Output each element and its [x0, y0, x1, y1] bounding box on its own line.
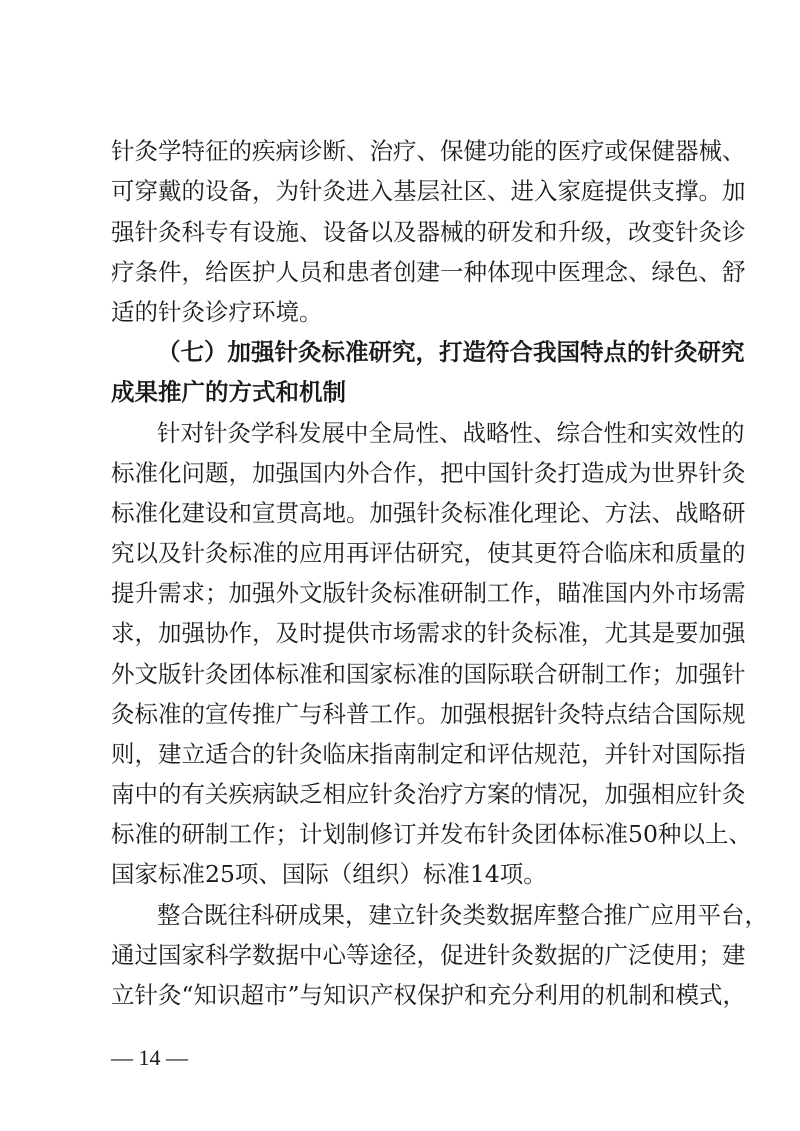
text-line-20: 整合既往科研成果，建立针灸类数据库整合推广应用平台，	[157, 901, 768, 929]
text-line-1: 针灸学特征的疾病诊断、治疗、保健功能的医疗或保健器械、	[111, 137, 746, 165]
text-line-19: 国家标准25项、国际（组织）标准14项。	[111, 860, 547, 888]
text-line-5: 适的针灸诊疗环境。	[111, 298, 323, 326]
text-line-21: 通过国家科学数据中心等途径，促进针灸数据的广泛使用；建	[111, 941, 746, 969]
text-line-10: 标准化建设和宣贯高地。加强针灸标准化理论、方法、战略研	[111, 499, 746, 527]
section-heading-line-2: 成果推广的方式和机制	[111, 378, 346, 406]
section-heading-line-1: （七）加强针灸标准研究，打造符合我国特点的针灸研究	[157, 338, 745, 366]
text-line-13: 求，加强协作，及时提供市场需求的针灸标准，尤其是要加强	[111, 619, 746, 647]
text-line-2: 可穿戴的设备，为针灸进入基层社区、进入家庭提供支撑。加	[111, 177, 746, 205]
text-line-9: 标准化问题，加强国内外合作，把中国针灸打造成为世界针灸	[111, 459, 746, 487]
text-line-18: 标准的研制工作；计划制修订并发布针灸团体标准50种以上、	[111, 820, 752, 848]
text-line-12: 提升需求；加强外文版针灸标准研制工作，瞄准国内外市场需	[111, 579, 746, 607]
text-line-14: 外文版针灸团体标准和国家标准的国际联合研制工作；加强针	[111, 660, 746, 688]
page-number: — 14 —	[111, 1045, 188, 1070]
text-line-16: 则，建立适合的针灸临床指南制定和评估规范，并针对国际指	[111, 740, 746, 768]
text-line-3: 强针灸科专有设施、设备以及器械的研发和升级，改变针灸诊	[111, 218, 746, 246]
text-line-4: 疗条件，给医护人员和患者创建一种体现中医理念、绿色、舒	[111, 258, 746, 286]
text-line-15: 灸标准的宣传推广与科普工作。加强根据针灸特点结合国际规	[111, 700, 746, 728]
text-line-8: 针对针灸学科发展中全局性、战略性、综合性和实效性的	[157, 419, 745, 447]
text-line-22: 立针灸“知识超市”与知识产权保护和充分利用的机制和模式，	[111, 981, 747, 1009]
text-line-11: 究以及针灸标准的应用再评估研究，使其更符合临床和质量的	[111, 539, 746, 567]
text-line-17: 南中的有关疾病缺乏相应针灸治疗方案的情况，加强相应针灸	[111, 780, 746, 808]
